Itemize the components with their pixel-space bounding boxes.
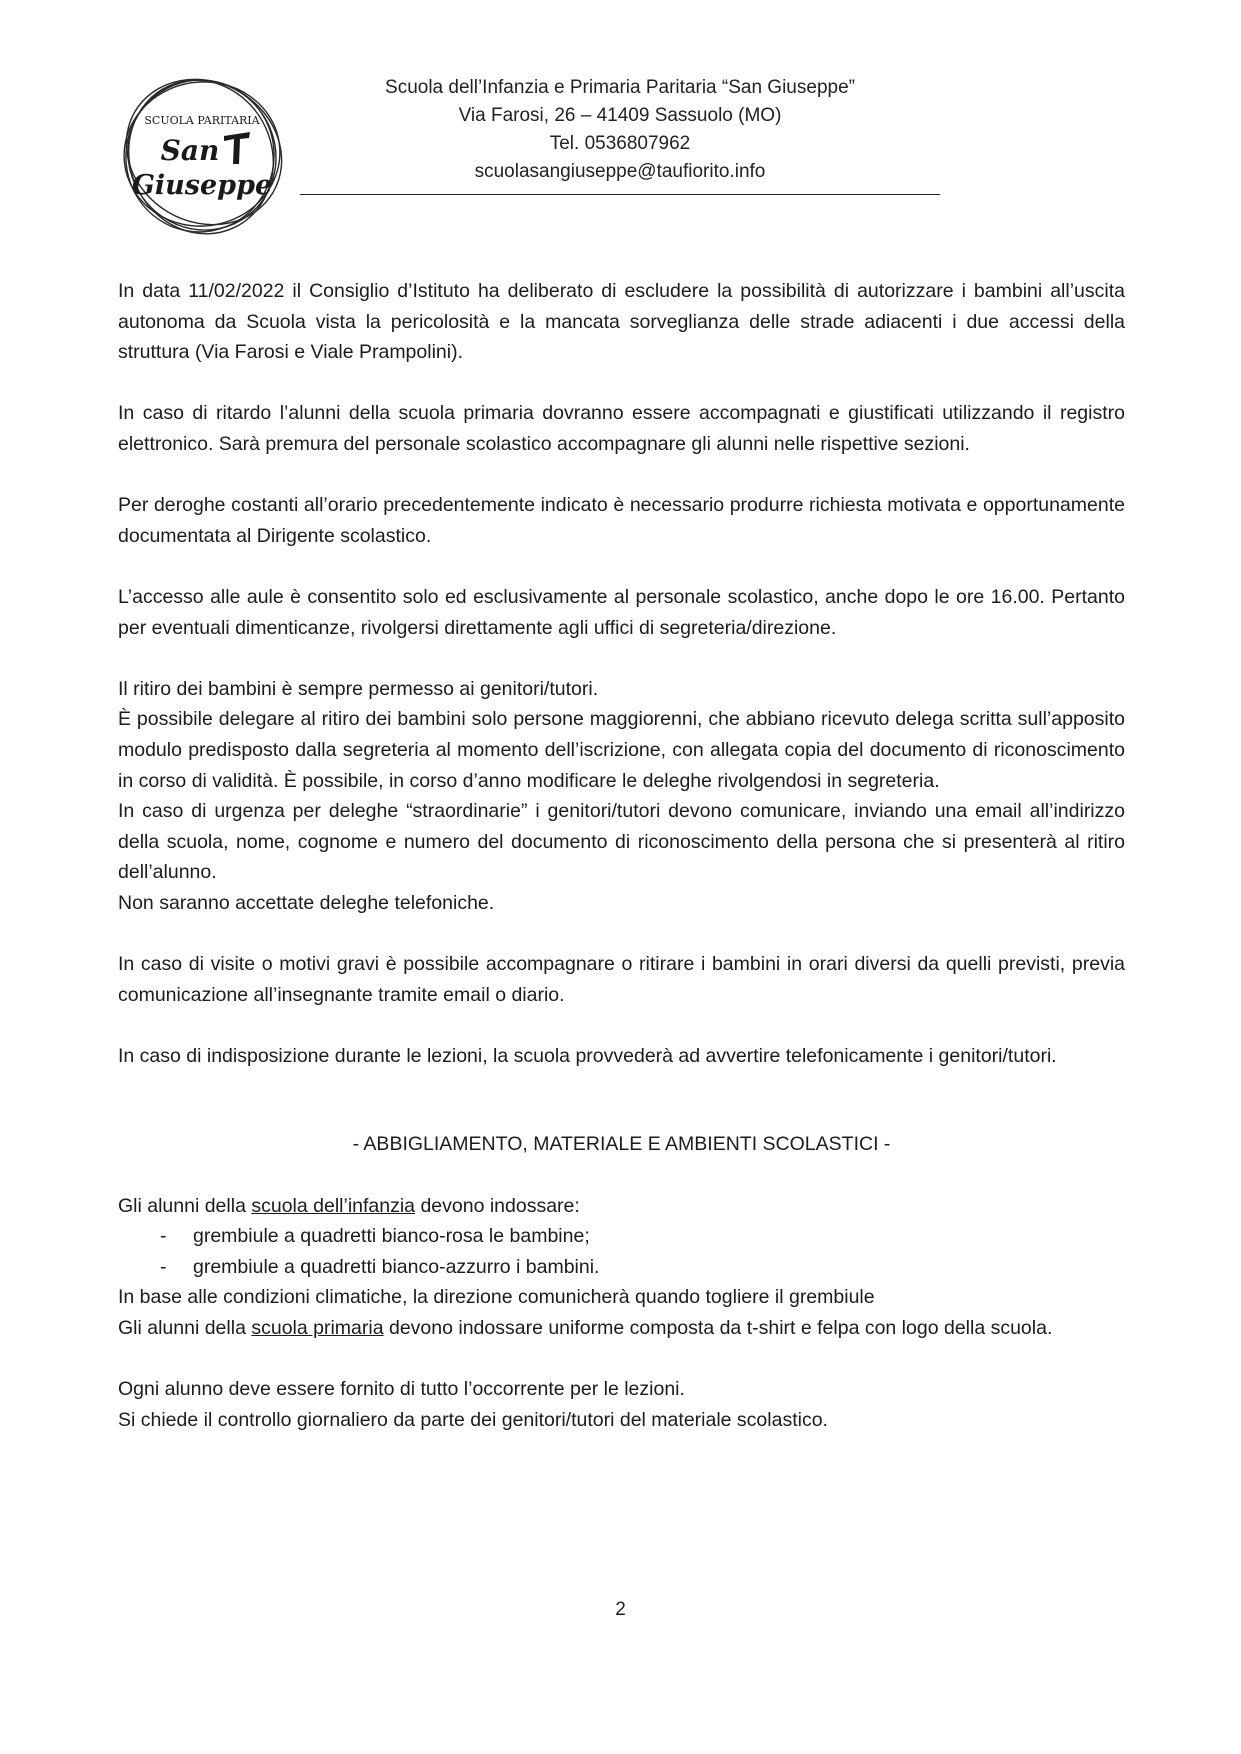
paragraph-accesso-aule: L’accesso alle aule è consentito solo ed esclusivamente al personale scolastico, anche dopo le ore 16.00. Pertanto per eventuali dimenticanze, rivolgersi direttamente agli uffici di segreteria/direzione.	[118, 585, 1125, 639]
infanzia-post-text: devono indossare:	[415, 1194, 580, 1217]
paragraph-controllo: Si chiede il controllo giornaliero da parte dei genitori/tutori del materiale scolastico.	[118, 1408, 828, 1431]
page-number: 2	[615, 1599, 626, 1620]
logo-giuseppe-text: Giuseppe	[131, 170, 273, 201]
school-logo	[112, 66, 292, 246]
paragraph-visite: In caso di visite o motivi gravi è possibile accompagnare o ritirare i bambini in orari diversi da quelli previsti, previa comunicazione all’insegnante tramite email o diario.	[118, 953, 1125, 1006]
primaria-pre-text: Gli alunni della	[118, 1317, 252, 1339]
tau-cross-icon	[224, 132, 250, 164]
document-body	[118, 276, 1125, 1435]
paragraph-uscita-autonoma: In data 11/02/2022 il Consiglio d’Istituto ha deliberato di escludere la possibilità di autorizzare i bambini all’uscita autonoma da Scuola vista la pericolosità e la mancata sorveglianza delle strade adiacenti i due accessi della struttura (Via Farosi e Viale Prampolini).	[118, 280, 1125, 364]
dash-bullet: -	[160, 1255, 167, 1278]
paragraph-clima: In base alle condizioni climatiche, la direzione comunicherà quando togliere il grembiule	[118, 1286, 875, 1309]
list-item-text: grembiule a quadretti bianco-rosa le bambine;	[193, 1225, 590, 1248]
paragraph-deleghe: È possibile delegare al ritiro dei bambini solo persone maggiorenni, che abbiano ricevuto delega scritta sull’apposito modulo predisposto dalla segreteria al momento dell’iscrizione, con allegata copia del documento di riconoscimento in corso di validità. È possibile, in corso d’anno modificare le deleghe rivolgendosi in segreteria.	[118, 708, 1125, 792]
primaria-post-text: devono indossare uniforme composta da t-shirt e felpa con logo della scuola.	[383, 1317, 1053, 1339]
paragraph-ritiro: Il ritiro dei bambini è sempre permesso ai genitori/tutori.	[118, 677, 599, 700]
school-name: Scuola dell’Infanzia e Primaria Paritaria “San Giuseppe”	[385, 77, 855, 98]
paragraph-deroghe: Per deroghe costanti all’orario precedentemente indicato è necessario produrre richiesta motivata e opportunamente documentata al Dirigente scolastico.	[118, 494, 1125, 547]
header-rule	[300, 194, 940, 195]
school-address: Via Farosi, 26 – 41409 Sassuolo (MO)	[458, 105, 782, 126]
paragraph-urgenza: In caso di urgenza per deleghe “straordinarie” i genitori/tutori devono comunicare, inviando una email all’indirizzo della scuola, nome, cognome e numero del documento di riconoscimento della persona che si presenterà al ritiro dell’alunno.	[118, 800, 1125, 884]
paragraph-materiale: Ogni alunno deve essere fornito di tutto l’occorrente per le lezioni.	[118, 1378, 685, 1401]
infanzia-underlined-text: scuola dell’infanzia	[251, 1194, 416, 1217]
grembiule-list	[118, 1221, 1125, 1282]
list-item-text: grembiule a quadretti bianco-azzurro i bambini.	[193, 1255, 600, 1278]
paragraph-telefoniche: Non saranno accettate deleghe telefoniche.	[118, 891, 495, 914]
logo-top-text: SCUOLA PARITARIA	[144, 114, 260, 127]
list-item	[118, 1252, 1125, 1283]
logo-san-text: San	[160, 134, 220, 167]
infanzia-pre-text: Gli alunni della	[118, 1194, 252, 1217]
paragraph-primaria	[118, 1313, 1125, 1344]
school-email: scuolasangiuseppe@taufiorito.info	[474, 161, 766, 182]
school-phone: Tel. 0536807962	[549, 133, 691, 154]
primaria-underlined-text: scuola primaria	[251, 1317, 384, 1339]
paragraph-infanzia	[118, 1191, 1125, 1222]
letterhead	[300, 74, 940, 195]
dash-bullet: -	[160, 1225, 167, 1248]
paragraph-indisposizione: In caso di indisposizione durante le lezioni, la scuola provvederà ad avvertire telefonicamente i genitori/tutori.	[118, 1044, 1057, 1067]
section-title: - ABBIGLIAMENTO, MATERIALE E AMBIENTI SCOLASTICI -	[352, 1133, 891, 1156]
list-item	[118, 1221, 1125, 1252]
paragraph-ritardo: In caso di ritardo l’alunni della scuola primaria dovranno essere accompagnati e giustificati utilizzando il registro elettronico. Sarà premura del personale scolastico accompagnare gli alunni nelle rispettive sezioni.	[118, 402, 1125, 455]
